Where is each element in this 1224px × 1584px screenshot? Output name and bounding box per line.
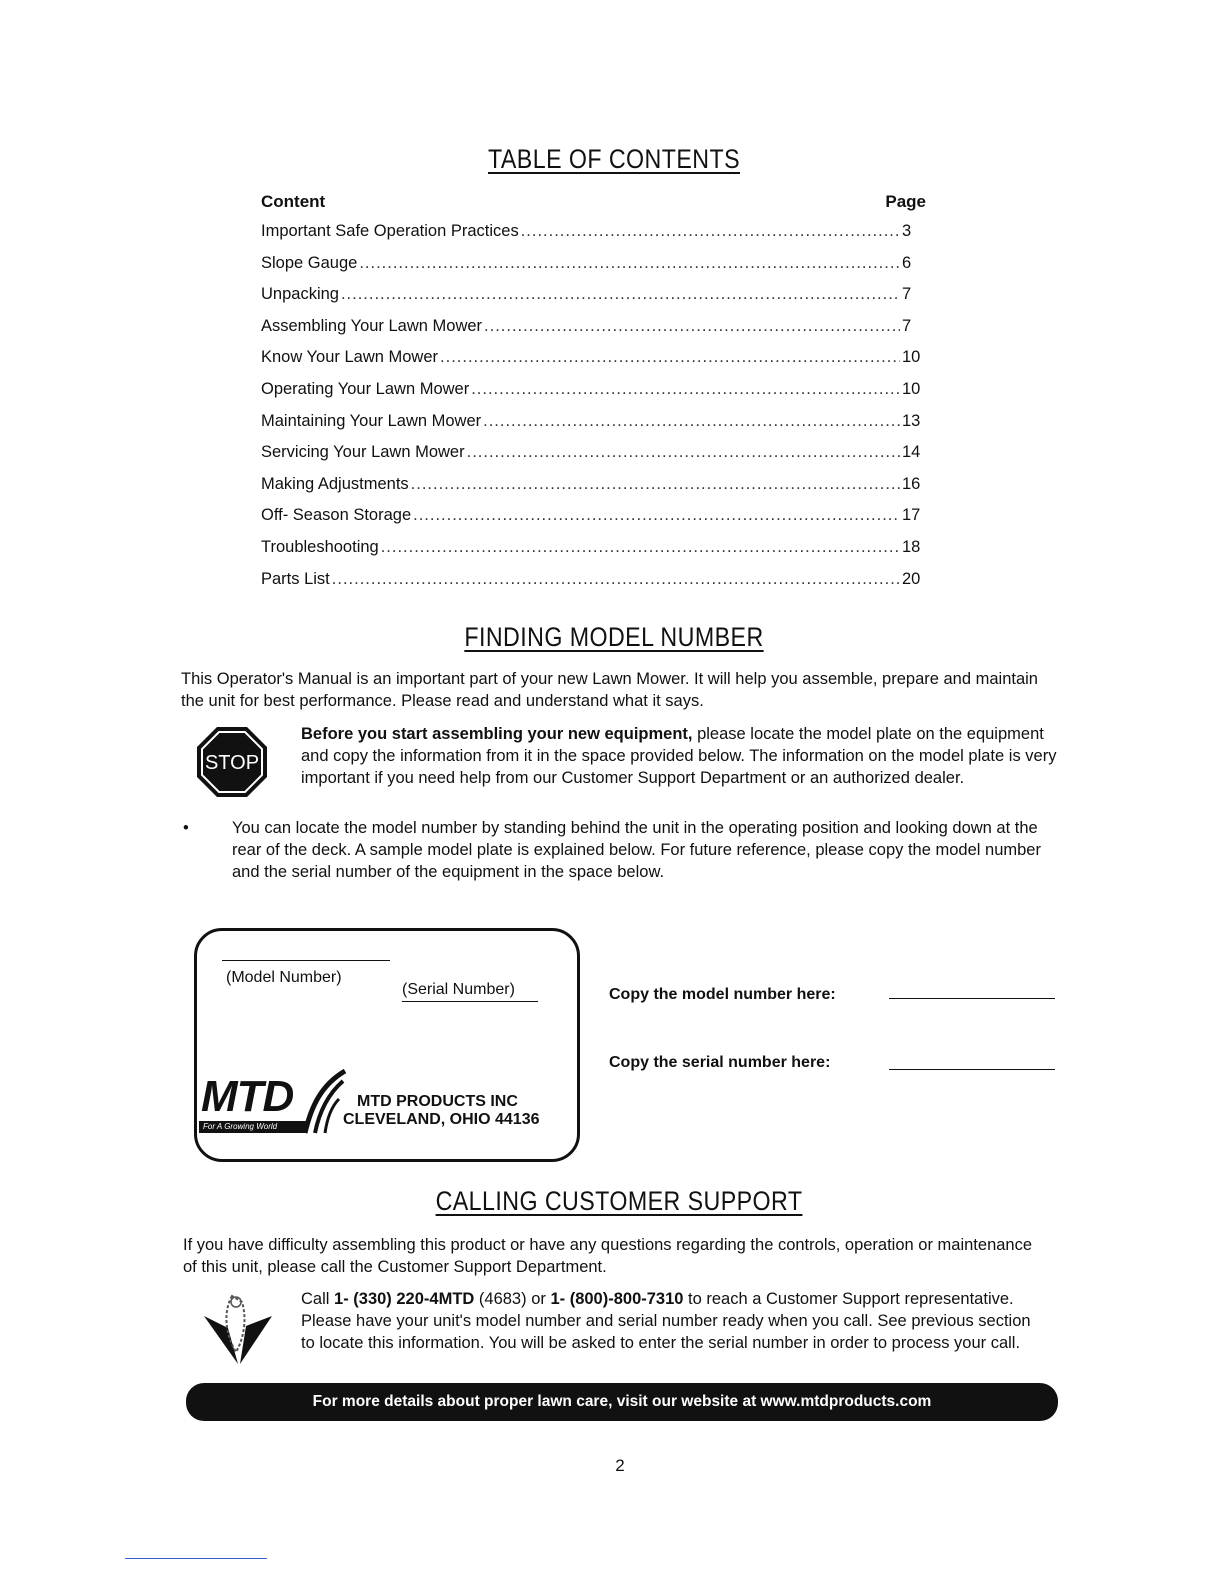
mtd-logo: MTD xyxy=(201,1072,294,1121)
phone-number-2[interactable]: 1- (800)-800-7310 xyxy=(550,1290,684,1308)
toc-entry-page: 20 xyxy=(902,569,921,588)
toc-entries xyxy=(261,222,926,601)
toc-entry-page: 7 xyxy=(902,285,912,304)
toc-entry-leader xyxy=(483,412,900,431)
toc-entry-leader xyxy=(440,348,900,367)
toc-entry-leader xyxy=(332,570,900,589)
model-section-title: FINDING MODEL NUMBER xyxy=(464,622,764,652)
toc-entry[interactable] xyxy=(261,570,926,602)
toc-entry[interactable] xyxy=(261,254,926,286)
toc-entry-leader xyxy=(471,380,900,399)
toc-entry[interactable] xyxy=(261,285,926,317)
toc-entry-leader xyxy=(341,285,900,304)
copy-serial-label: Copy the serial number here: xyxy=(609,1054,831,1071)
model-intro: This Operator's Manual is an important part of your new Lawn Mower. It will help you assemble, prepare and maintain the unit for best performance. Please read and understand what it says. xyxy=(181,670,1038,710)
toc-entry-leader xyxy=(359,254,900,273)
toc-entry[interactable] xyxy=(261,475,926,507)
website-banner[interactable]: For more details about proper lawn care, visit our website at www.mtdproducts.com xyxy=(186,1383,1058,1421)
toc-entry-title: Important Safe Operation Practices xyxy=(261,222,519,240)
phone-number-1-alt: (4683) or xyxy=(474,1290,551,1308)
page-number: 2 xyxy=(615,1456,625,1475)
copy-model-line[interactable] xyxy=(889,998,1055,999)
support-intro: If you have difficulty assembling this product or have any questions regarding the controls, operation or maintenance of this unit, please call the Customer Support Department. xyxy=(183,1236,1033,1276)
toc-entry-leader xyxy=(413,506,900,525)
toc-entry-title: Making Adjustments xyxy=(261,474,409,493)
toc-entry-title: Maintaining Your Lawn Mower xyxy=(261,411,482,430)
toc-entry[interactable] xyxy=(261,348,926,380)
stop-notice-bold: Before you start assembling your new equipment, xyxy=(301,725,693,743)
toc-entry[interactable] xyxy=(261,222,926,254)
model-number-label: (Model Number) xyxy=(226,969,342,986)
toc-entry-page: 14 xyxy=(902,443,921,462)
mtd-logo-mark-icon xyxy=(301,1067,347,1135)
plate-company: MTD PRODUCTS INC xyxy=(357,1093,518,1110)
toc-entry-leader xyxy=(521,222,900,241)
table-of-contents xyxy=(261,192,926,601)
stop-sign-icon xyxy=(195,725,269,799)
call-prefix: Call xyxy=(301,1290,335,1308)
bullet-text: You can locate the model number by standing behind the unit in the operating position and looking down at the rear of the deck. A sample model plate is explained below. For future reference, please copy the model number and the serial number of the equipment in the space below. xyxy=(232,819,1041,881)
toc-entry-title: Off- Season Storage xyxy=(261,506,412,525)
toc-entry[interactable] xyxy=(261,412,926,444)
stop-notice xyxy=(301,723,1061,789)
toc-entry-page: 18 xyxy=(902,537,921,556)
toc-header xyxy=(261,192,926,214)
phone-icon xyxy=(198,1292,274,1368)
toc-entry-leader xyxy=(381,538,900,557)
toc-entry-page: 10 xyxy=(902,348,921,367)
toc-entry[interactable] xyxy=(261,380,926,412)
toc-col-page: Page xyxy=(885,192,926,211)
toc-entry-title: Slope Gauge xyxy=(261,253,358,272)
toc-entry-page: 3 xyxy=(902,222,912,240)
serial-number-label: (Serial Number) xyxy=(402,981,515,998)
toc-entry-page: 6 xyxy=(902,253,912,272)
toc-entry[interactable] xyxy=(261,443,926,475)
toc-entry-title: Know Your Lawn Mower xyxy=(261,348,439,367)
toc-entry[interactable] xyxy=(261,317,926,349)
toc-entry-title: Troubleshooting xyxy=(261,537,379,556)
mtd-logo-tagline: For A Growing World xyxy=(199,1121,307,1133)
toc-entry-leader xyxy=(484,317,900,336)
footnote-rule xyxy=(125,1558,267,1559)
call-rest: to reach a Customer Support representative. Please have your unit's model number and serial number ready when you call. See previous section to locate this information. You will be asked to enter the serial number in order to process your call. xyxy=(301,1290,1031,1352)
stop-notice-text: please locate the model plate on the equipment and copy the information from it in the space provided below. The information on the model plate is very important if you need help from our Customer Support Department or an authorized dealer. xyxy=(301,725,1057,787)
toc-entry-title: Operating Your Lawn Mower xyxy=(261,379,470,398)
toc-entry-page: 7 xyxy=(902,316,912,335)
toc-title: TABLE OF CONTENTS xyxy=(487,144,741,174)
serial-number-line xyxy=(402,1001,538,1002)
toc-entry-title: Servicing Your Lawn Mower xyxy=(261,443,465,462)
model-number-line xyxy=(222,960,390,961)
stop-sign-label: STOP xyxy=(204,752,260,774)
plate-address: CLEVELAND, OHIO 44136 xyxy=(343,1111,540,1128)
bullet-marker: • xyxy=(183,819,189,837)
toc-entry[interactable] xyxy=(261,538,926,570)
toc-entry-page: 16 xyxy=(902,474,921,493)
toc-entry-leader xyxy=(411,475,900,494)
phone-number-1[interactable]: 1- (330) 220-4MTD xyxy=(334,1290,475,1308)
copy-serial-line[interactable] xyxy=(889,1069,1055,1070)
toc-entry-leader xyxy=(467,443,900,462)
copy-model-label: Copy the model number here: xyxy=(609,986,836,1003)
toc-entry-title: Unpacking xyxy=(261,285,339,304)
toc-entry[interactable] xyxy=(261,506,926,538)
toc-entry-page: 17 xyxy=(902,506,921,525)
toc-col-content: Content xyxy=(261,192,326,211)
support-call-text xyxy=(301,1288,1041,1354)
support-section-title: CALLING CUSTOMER SUPPORT xyxy=(435,1186,803,1216)
toc-entry-title: Parts List xyxy=(261,569,330,588)
model-plate xyxy=(194,928,580,1162)
toc-entry-title: Assembling Your Lawn Mower xyxy=(261,316,483,335)
toc-entry-page: 13 xyxy=(902,411,921,430)
toc-entry-page: 10 xyxy=(902,379,921,398)
